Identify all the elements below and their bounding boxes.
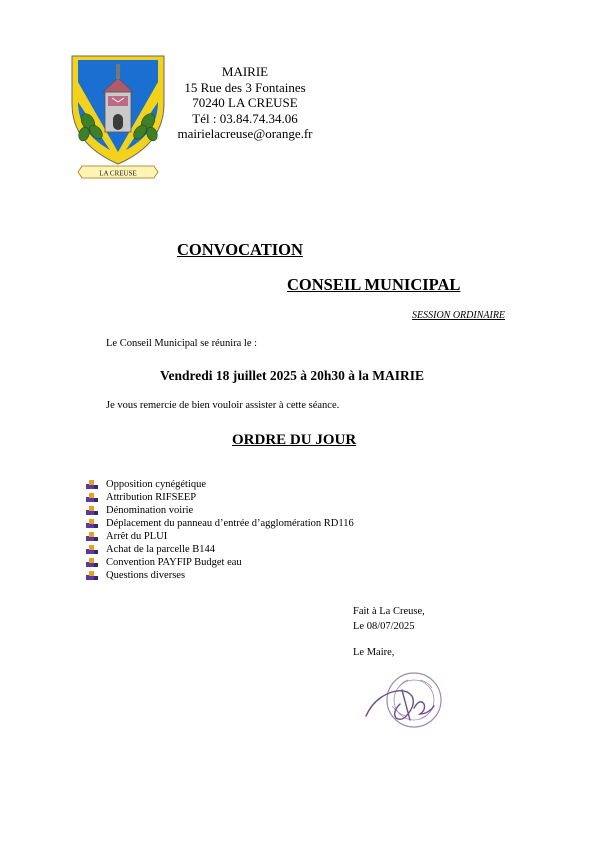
agenda-item [86,556,354,569]
bullet-icon [86,519,98,529]
agenda-item [86,543,354,556]
session-label: SESSION ORDINAIRE [412,310,506,321]
agenda-item-label: Opposition cynégétique [106,479,207,490]
signatory-label: Le Maire, [353,647,395,658]
bullet-icon [86,571,98,581]
agenda-item-label: Attribution RIFSEEP [106,492,197,503]
bullet-icon [86,545,98,555]
convocation-title: CONVOCATION [177,240,303,259]
city-address: 70240 LA CREUSE [192,95,298,110]
intro-text: Le Conseil Municipal se réunira le : [106,338,258,349]
mairie-address-block [160,64,330,142]
agenda-item-label: Questions diverses [106,570,186,581]
signoff-date: Le 08/07/2025 [353,621,415,632]
agenda-item-label: Dénomination voirie [106,505,194,516]
council-title: CONSEIL MUNICIPAL [287,275,461,294]
street-address: 15 Rue des 3 Fontaines [184,79,306,95]
agenda-item-label: Déplacement du panneau d’entrée d’agglomération RD116 [106,518,354,529]
agenda-title: ORDRE DU JOUR [232,432,357,448]
thanks-text: Je vous remercie de bien vouloir assister à cette séance. [106,400,340,411]
email-address: mairielacreuse@orange.fr [177,126,313,141]
bullet-icon [86,506,98,516]
coat-of-arms-logo [68,52,168,184]
agenda-item [86,517,354,530]
agenda-item-label: Convention PAYFIP Budget eau [106,557,242,568]
agenda-item [86,491,354,504]
agenda-item-label: Arrêt du PLUI [106,531,168,542]
signoff-block [353,604,425,634]
org-name: MAIRIE [221,64,269,79]
bullet-icon [86,532,98,542]
phone-number: Tél : 03.84.74.34.06 [192,110,298,126]
agenda-list [86,478,354,582]
bullet-icon [86,493,98,503]
crest-banner-text: LA CREUSE [99,169,137,178]
agenda-item [86,504,354,517]
bullet-icon [86,480,98,490]
bullet-icon [86,558,98,568]
agenda-item [86,530,354,543]
agenda-item [86,569,354,582]
meeting-datetime: Vendredi 18 juillet 2025 à 20h30 à la MAIRIE [160,368,425,383]
agenda-item [86,478,354,491]
signoff-place: Fait à La Creuse, [353,606,425,617]
agenda-item-label: Achat de la parcelle B144 [106,544,216,555]
mayor-stamp-signature [362,668,454,730]
